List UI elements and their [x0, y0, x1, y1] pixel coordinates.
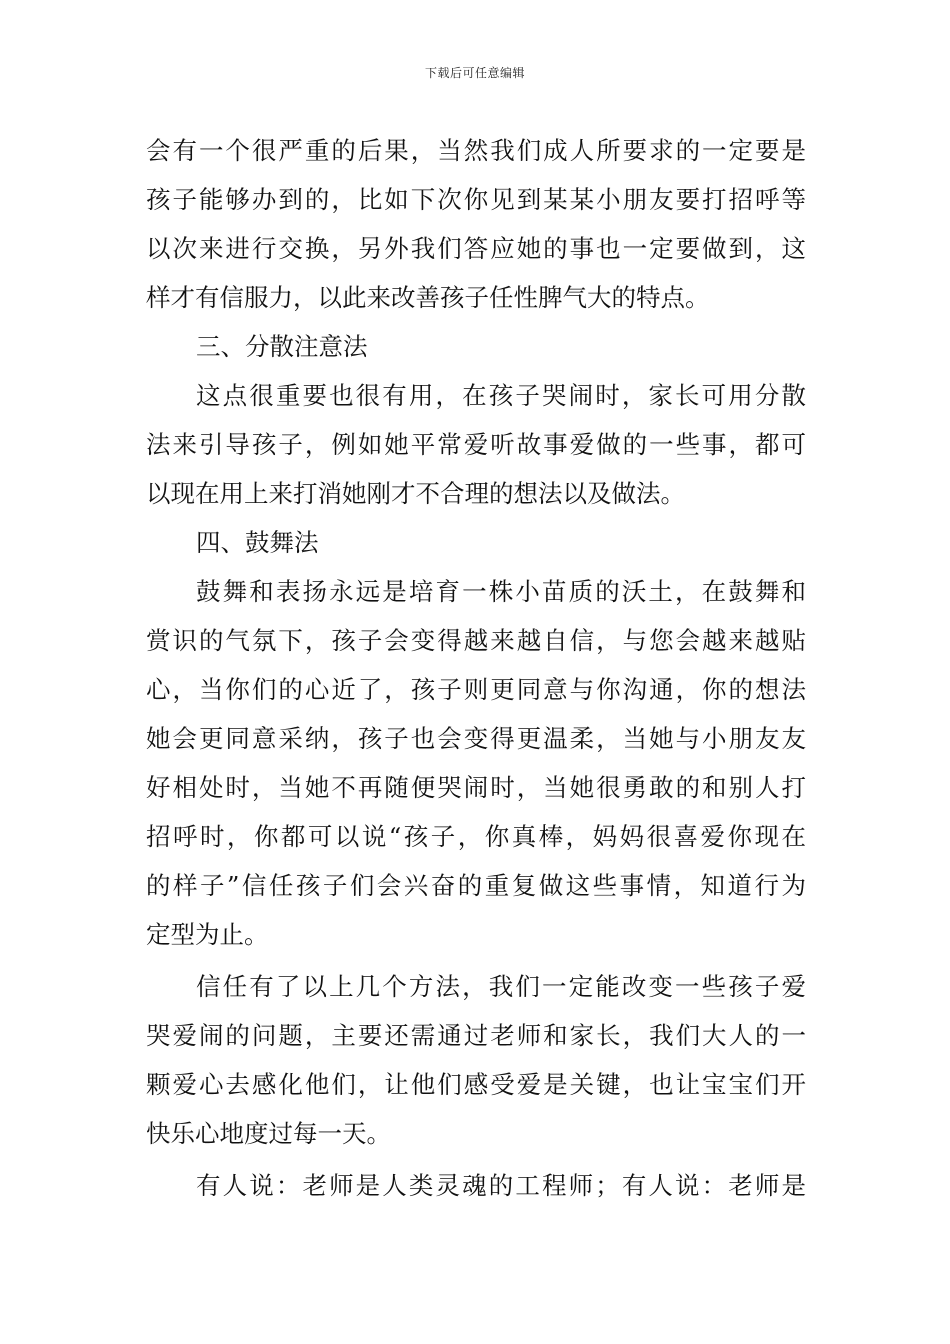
- text-line: 快乐心地度过每一天。: [146, 1119, 391, 1148]
- text-line: 招呼时，你都可以说“孩子，你真棒，妈妈很喜爱你现在: [146, 822, 806, 851]
- text-line: 这点很重要也很有用，在孩子哭闹时，家长可用分散: [196, 381, 806, 410]
- text-line: 的样子”信任孩子们会兴奋的重复做这些事情，知道行为: [146, 871, 806, 900]
- text-line: 颗爱心去感化他们，让他们感受爱是关键，也让宝宝们开: [146, 1070, 806, 1099]
- text-line: 会有一个很严重的后果，当然我们成人所要求的一定要是: [146, 136, 806, 165]
- section-heading-3: 三、分散注意法: [196, 332, 368, 361]
- page-header: 下载后可任意编辑: [424, 66, 525, 80]
- text-line: 她会更同意采纳，孩子也会变得更温柔，当她与小朋友友: [146, 724, 806, 753]
- text-line: 以次来进行交换，另外我们答应她的事也一定要做到，这: [146, 234, 806, 263]
- text-line: 有人说：老师是人类灵魂的工程师；有人说：老师是: [196, 1171, 806, 1200]
- text-line: 以现在用上来打消她刚才不合理的想法以及做法。: [146, 479, 685, 508]
- text-line: 赏识的气氛下，孩子会变得越来越自信，与您会越来越贴: [146, 626, 806, 655]
- text-line: 孩子能够办到的，比如下次你见到某某小朋友要打招呼等: [146, 185, 806, 214]
- text-line: 定型为止。: [146, 920, 269, 949]
- document-body: [146, 126, 806, 1210]
- text-line: 信任有了以上几个方法，我们一定能改变一些孩子爱: [196, 972, 806, 1001]
- text-line: 样才有信服力，以此来改善孩子任性脾气大的特点。: [146, 283, 710, 312]
- section-heading-4: 四、鼓舞法: [196, 528, 319, 557]
- text-line: 心，当你们的心近了，孩子则更同意与你沟通，你的想法: [146, 675, 806, 704]
- text-line: 哭爱闹的问题，主要还需通过老师和家长，我们大人的一: [146, 1021, 806, 1050]
- text-line: 法来引导孩子，例如她平常爱听故事爱做的一些事，都可: [146, 430, 806, 459]
- text-line: 好相处时，当她不再随便哭闹时，当她很勇敢的和别人打: [146, 773, 806, 802]
- text-line: 鼓舞和表扬永远是培育一株小苗质的沃土，在鼓舞和: [196, 577, 806, 606]
